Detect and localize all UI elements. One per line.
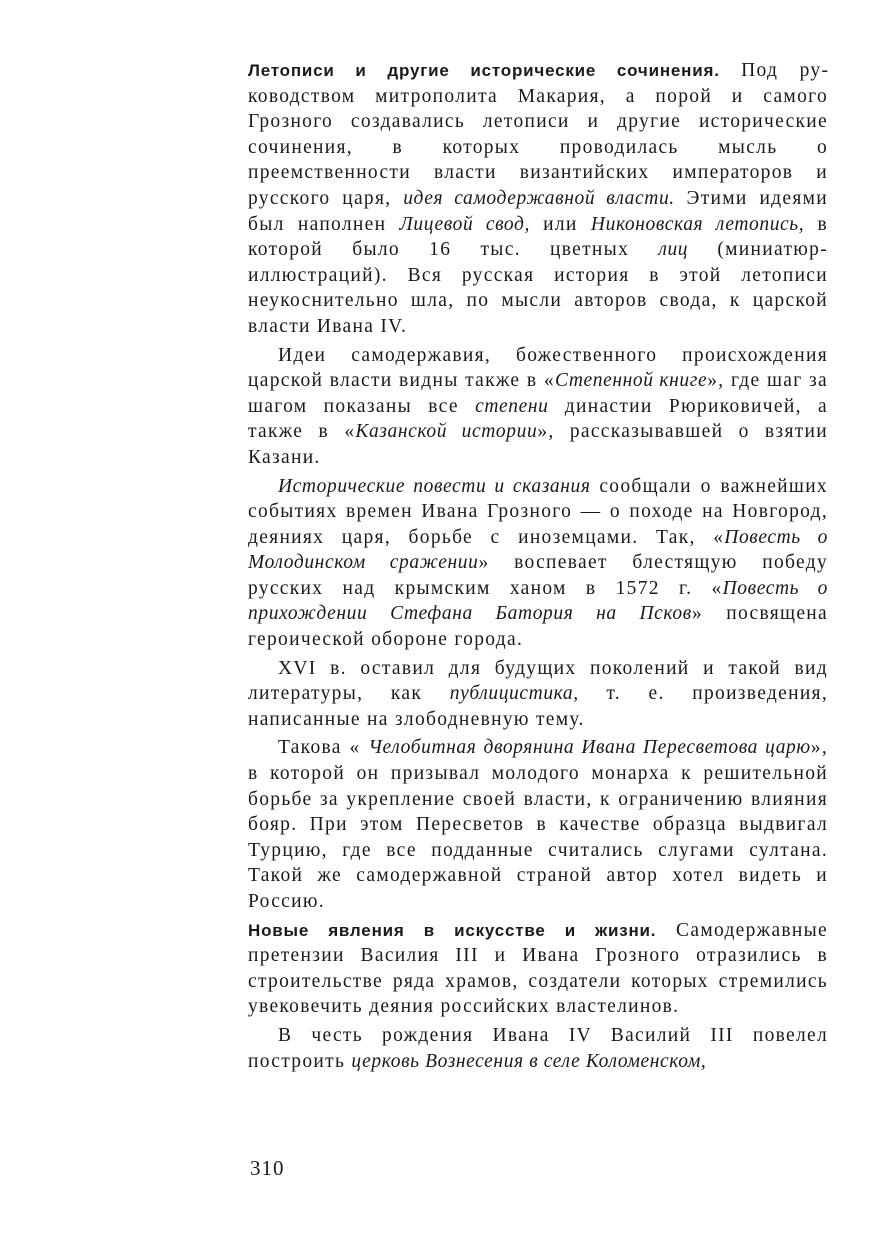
section-heading: Летописи и другие исторические сочинения. [248, 61, 720, 80]
body-text: династии Рюриковичей, а также в « [248, 395, 828, 443]
body-text: Под руководством митрополита Макария, а порой и самого Грозного создавались летописи и другие исторические сочинения, в которых проводилась мысль о преемственности власти византийских императоров и русского царя, [248, 60, 828, 209]
body-text: (миниатюр-иллюстраций). Вся русская история в этой летописи неукоснительно шла, по мысли авторов свода, к царской власти Ивана IV. [248, 239, 828, 337]
paragraph [248, 735, 828, 914]
emphasis-term: Казанской истории [355, 421, 538, 443]
body-text: Самодержавные претензии Василия III и Ивана Грозного отразились в строительстве ряда храмов, создатели которых стремились увековечить деяния российских властелинов. [248, 919, 828, 1018]
paragraph [248, 918, 828, 1020]
body-text: Такова « [278, 737, 369, 759]
body-text: Этими идеями был наполнен [248, 187, 829, 235]
body-text: или [529, 213, 591, 235]
body-text: сообщали о важнейших событиях времен Ивана Грозного — о походе на Новгород, деяниях царя, борьбе с иноземцами. Так, « [248, 475, 828, 548]
body-text: в которой было 16 тыс. цветных [248, 213, 829, 261]
text-body [248, 58, 828, 1074]
emphasis-term: публицистика, [449, 683, 579, 705]
page-number: 310 [250, 1156, 285, 1180]
emphasis-term: Никоновская летопись, [590, 213, 805, 235]
body-text: В честь рождения Ивана IV Василий III повелел построить [248, 1024, 828, 1072]
emphasis-term: степени [475, 395, 549, 417]
body-text: » воспевает блестящую победу русских над крымским ханом в 1572 г. « [248, 552, 828, 599]
emphasis-term: Повесть о прихождении Стефана Батория на Псков [248, 577, 828, 625]
paragraph [248, 474, 828, 653]
emphasis-term: Лицевой свод, [399, 213, 530, 235]
body-text: т. е. произведения, написанные на злободневную тему. [248, 683, 828, 730]
paragraph [248, 343, 828, 471]
paragraph [248, 656, 828, 733]
emphasis-term: Степенной книге [554, 370, 708, 392]
body-text: », где шаг за шагом показаны все [248, 370, 829, 417]
emphasis-term: лиц [658, 239, 689, 261]
body-text: », рассказывавшей о взятии Казани. [248, 421, 828, 468]
emphasis-term: идея самодержавной власти. [403, 187, 675, 209]
emphasis-term: Повесть о Молодинском сражении [248, 526, 828, 574]
body-text: » посвящена героической обороне города. [248, 603, 828, 651]
section-heading: Новые явления в искусстве и жизни. [248, 920, 657, 940]
body-text: XVI в. оставил для будущих поколений и такой вид литературы, как [248, 657, 828, 705]
body-text: », в которой он призывал молодого монарха к решительной борьбе за укрепление своей власти, к ограничению влияния бояр. При этом Пересветов в качестве образца выдвигал Турцию, где все подданные считались слугами султана. Такой же самодержавной страной автор хотел видеть и Россию. [248, 737, 828, 912]
paragraph [248, 1023, 828, 1074]
emphasis-term: Челобитная дворянина Ивана Пересветова царю [368, 737, 811, 759]
paragraph [248, 58, 828, 340]
emphasis-term: церковь Вознесения в селе Коломенском, [351, 1050, 707, 1072]
emphasis-term: Исторические повести и сказания [278, 475, 591, 497]
body-text: Идеи самодержавия, божественного происхождения царской власти видны также в « [248, 344, 828, 392]
